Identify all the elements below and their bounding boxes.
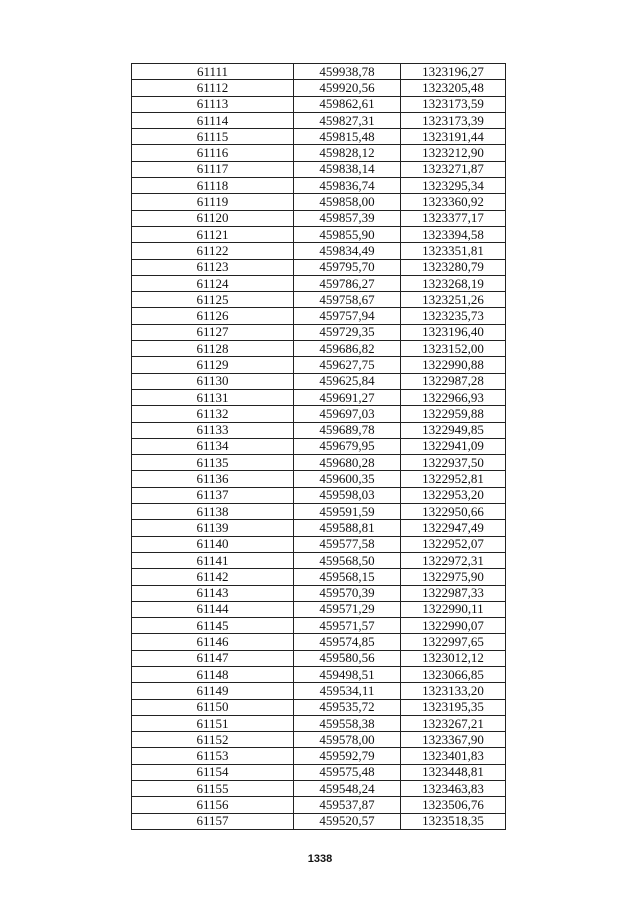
x-coordinate-cell: 459574,85	[294, 634, 401, 650]
table-row	[132, 699, 506, 715]
x-coordinate-cell: 459689,78	[294, 422, 401, 438]
point-id-cell: 61122	[132, 243, 294, 259]
table-row	[132, 471, 506, 487]
x-coordinate-cell: 459625,84	[294, 373, 401, 389]
point-id-cell: 61115	[132, 129, 294, 145]
y-coordinate-cell: 1322950,66	[401, 504, 506, 520]
table-row	[132, 161, 506, 177]
y-coordinate-cell: 1323152,00	[401, 341, 506, 357]
point-id-cell: 61137	[132, 487, 294, 503]
x-coordinate-cell: 459827,31	[294, 112, 401, 128]
point-id-cell: 61135	[132, 455, 294, 471]
x-coordinate-cell: 459570,39	[294, 585, 401, 601]
point-id-cell: 61133	[132, 422, 294, 438]
point-id-cell: 61140	[132, 536, 294, 552]
table-row	[132, 243, 506, 259]
table-row	[132, 487, 506, 503]
y-coordinate-cell: 1322953,20	[401, 487, 506, 503]
x-coordinate-cell: 459815,48	[294, 129, 401, 145]
x-coordinate-cell: 459686,82	[294, 341, 401, 357]
x-coordinate-cell: 459578,00	[294, 732, 401, 748]
y-coordinate-cell: 1323351,81	[401, 243, 506, 259]
y-coordinate-cell: 1322990,88	[401, 357, 506, 373]
y-coordinate-cell: 1322941,09	[401, 438, 506, 454]
x-coordinate-cell: 459729,35	[294, 324, 401, 340]
table-row	[132, 732, 506, 748]
table-row	[132, 585, 506, 601]
table-row	[132, 145, 506, 161]
x-coordinate-cell: 459558,38	[294, 715, 401, 731]
table-row	[132, 634, 506, 650]
x-coordinate-cell: 459920,56	[294, 80, 401, 96]
y-coordinate-cell: 1323377,17	[401, 210, 506, 226]
y-coordinate-cell: 1323066,85	[401, 666, 506, 682]
x-coordinate-cell: 459591,59	[294, 504, 401, 520]
point-id-cell: 61154	[132, 764, 294, 780]
table-row	[132, 438, 506, 454]
point-id-cell: 61119	[132, 194, 294, 210]
x-coordinate-cell: 459537,87	[294, 797, 401, 813]
table-row	[132, 96, 506, 112]
y-coordinate-cell: 1323506,76	[401, 797, 506, 813]
table-row	[132, 292, 506, 308]
point-id-cell: 61144	[132, 601, 294, 617]
point-id-cell: 61113	[132, 96, 294, 112]
y-coordinate-cell: 1322990,11	[401, 601, 506, 617]
x-coordinate-cell: 459575,48	[294, 764, 401, 780]
x-coordinate-cell: 459838,14	[294, 161, 401, 177]
page-number: 1338	[307, 853, 333, 865]
x-coordinate-cell: 459627,75	[294, 357, 401, 373]
y-coordinate-cell: 1323251,26	[401, 292, 506, 308]
x-coordinate-cell: 459857,39	[294, 210, 401, 226]
point-id-cell: 61152	[132, 732, 294, 748]
table-row	[132, 715, 506, 731]
y-coordinate-cell: 1323268,19	[401, 275, 506, 291]
y-coordinate-cell: 1323195,35	[401, 699, 506, 715]
table-row	[132, 112, 506, 128]
y-coordinate-cell: 1323394,58	[401, 226, 506, 242]
x-coordinate-cell: 459697,03	[294, 406, 401, 422]
table-row	[132, 683, 506, 699]
table-row	[132, 764, 506, 780]
table-row	[132, 650, 506, 666]
table-row	[132, 341, 506, 357]
table-row	[132, 389, 506, 405]
y-coordinate-cell: 1322997,65	[401, 634, 506, 650]
table-row	[132, 797, 506, 813]
x-coordinate-cell: 459520,57	[294, 813, 401, 829]
x-coordinate-cell: 459600,35	[294, 471, 401, 487]
y-coordinate-cell: 1323271,87	[401, 161, 506, 177]
x-coordinate-cell: 459862,61	[294, 96, 401, 112]
y-coordinate-cell: 1322952,81	[401, 471, 506, 487]
x-coordinate-cell: 459836,74	[294, 178, 401, 194]
table-row	[132, 373, 506, 389]
table-row	[132, 178, 506, 194]
table-row	[132, 226, 506, 242]
point-id-cell: 61142	[132, 569, 294, 585]
point-id-cell: 61117	[132, 161, 294, 177]
y-coordinate-cell: 1322959,88	[401, 406, 506, 422]
x-coordinate-cell: 459535,72	[294, 699, 401, 715]
x-coordinate-cell: 459786,27	[294, 275, 401, 291]
y-coordinate-cell: 1323280,79	[401, 259, 506, 275]
point-id-cell: 61134	[132, 438, 294, 454]
table-row	[132, 520, 506, 536]
table-row	[132, 275, 506, 291]
table-row	[132, 569, 506, 585]
point-id-cell: 61124	[132, 275, 294, 291]
x-coordinate-cell: 459498,51	[294, 666, 401, 682]
table-row	[132, 259, 506, 275]
point-id-cell: 61125	[132, 292, 294, 308]
coordinates-table-body	[132, 64, 506, 830]
y-coordinate-cell: 1323367,90	[401, 732, 506, 748]
table-row	[132, 813, 506, 829]
y-coordinate-cell: 1322990,07	[401, 618, 506, 634]
point-id-cell: 61156	[132, 797, 294, 813]
x-coordinate-cell: 459938,78	[294, 64, 401, 80]
y-coordinate-cell: 1323235,73	[401, 308, 506, 324]
table-row	[132, 781, 506, 797]
x-coordinate-cell: 459568,15	[294, 569, 401, 585]
y-coordinate-cell: 1323267,21	[401, 715, 506, 731]
y-coordinate-cell: 1322937,50	[401, 455, 506, 471]
point-id-cell: 61138	[132, 504, 294, 520]
point-id-cell: 61147	[132, 650, 294, 666]
point-id-cell: 61153	[132, 748, 294, 764]
table-row	[132, 324, 506, 340]
y-coordinate-cell: 1323295,34	[401, 178, 506, 194]
table-row	[132, 536, 506, 552]
point-id-cell: 61123	[132, 259, 294, 275]
y-coordinate-cell: 1323212,90	[401, 145, 506, 161]
x-coordinate-cell: 459855,90	[294, 226, 401, 242]
point-id-cell: 61143	[132, 585, 294, 601]
x-coordinate-cell: 459598,03	[294, 487, 401, 503]
point-id-cell: 61148	[132, 666, 294, 682]
table-row	[132, 748, 506, 764]
point-id-cell: 61149	[132, 683, 294, 699]
table-row	[132, 194, 506, 210]
table-row	[132, 552, 506, 568]
x-coordinate-cell: 459691,27	[294, 389, 401, 405]
point-id-cell: 61118	[132, 178, 294, 194]
point-id-cell: 61145	[132, 618, 294, 634]
point-id-cell: 61141	[132, 552, 294, 568]
x-coordinate-cell: 459828,12	[294, 145, 401, 161]
table-row	[132, 129, 506, 145]
point-id-cell: 61120	[132, 210, 294, 226]
y-coordinate-cell: 1323173,39	[401, 112, 506, 128]
point-id-cell: 61121	[132, 226, 294, 242]
coordinates-table	[131, 63, 506, 830]
table-row	[132, 504, 506, 520]
y-coordinate-cell: 1323360,92	[401, 194, 506, 210]
y-coordinate-cell: 1323463,83	[401, 781, 506, 797]
x-coordinate-cell: 459568,50	[294, 552, 401, 568]
x-coordinate-cell: 459834,49	[294, 243, 401, 259]
point-id-cell: 61127	[132, 324, 294, 340]
y-coordinate-cell: 1323196,27	[401, 64, 506, 80]
x-coordinate-cell: 459858,00	[294, 194, 401, 210]
y-coordinate-cell: 1322972,31	[401, 552, 506, 568]
table-row	[132, 308, 506, 324]
y-coordinate-cell: 1322966,93	[401, 389, 506, 405]
table-row	[132, 64, 506, 80]
point-id-cell: 61112	[132, 80, 294, 96]
table-row	[132, 601, 506, 617]
y-coordinate-cell: 1322949,85	[401, 422, 506, 438]
y-coordinate-cell: 1323133,20	[401, 683, 506, 699]
point-id-cell: 61146	[132, 634, 294, 650]
x-coordinate-cell: 459795,70	[294, 259, 401, 275]
y-coordinate-cell: 1323196,40	[401, 324, 506, 340]
point-id-cell: 61157	[132, 813, 294, 829]
x-coordinate-cell: 459588,81	[294, 520, 401, 536]
table-row	[132, 210, 506, 226]
point-id-cell: 61151	[132, 715, 294, 731]
table-row	[132, 80, 506, 96]
point-id-cell: 61114	[132, 112, 294, 128]
x-coordinate-cell: 459571,57	[294, 618, 401, 634]
x-coordinate-cell: 459580,56	[294, 650, 401, 666]
point-id-cell: 61130	[132, 373, 294, 389]
point-id-cell: 61139	[132, 520, 294, 536]
table-row	[132, 357, 506, 373]
y-coordinate-cell: 1323173,59	[401, 96, 506, 112]
point-id-cell: 61131	[132, 389, 294, 405]
point-id-cell: 61129	[132, 357, 294, 373]
x-coordinate-cell: 459680,28	[294, 455, 401, 471]
x-coordinate-cell: 459592,79	[294, 748, 401, 764]
x-coordinate-cell: 459758,67	[294, 292, 401, 308]
x-coordinate-cell: 459757,94	[294, 308, 401, 324]
point-id-cell: 61116	[132, 145, 294, 161]
y-coordinate-cell: 1323205,48	[401, 80, 506, 96]
point-id-cell: 61150	[132, 699, 294, 715]
table-row	[132, 406, 506, 422]
point-id-cell: 61132	[132, 406, 294, 422]
point-id-cell: 61136	[132, 471, 294, 487]
table-row	[132, 618, 506, 634]
y-coordinate-cell: 1322952,07	[401, 536, 506, 552]
x-coordinate-cell: 459571,29	[294, 601, 401, 617]
y-coordinate-cell: 1323191,44	[401, 129, 506, 145]
point-id-cell: 61128	[132, 341, 294, 357]
x-coordinate-cell: 459577,58	[294, 536, 401, 552]
point-id-cell: 61155	[132, 781, 294, 797]
y-coordinate-cell: 1322987,33	[401, 585, 506, 601]
y-coordinate-cell: 1322987,28	[401, 373, 506, 389]
point-id-cell: 61126	[132, 308, 294, 324]
table-row	[132, 455, 506, 471]
y-coordinate-cell: 1323448,81	[401, 764, 506, 780]
x-coordinate-cell: 459679,95	[294, 438, 401, 454]
y-coordinate-cell: 1322975,90	[401, 569, 506, 585]
point-id-cell: 61111	[132, 64, 294, 80]
table-row	[132, 422, 506, 438]
y-coordinate-cell: 1323401,83	[401, 748, 506, 764]
x-coordinate-cell: 459534,11	[294, 683, 401, 699]
x-coordinate-cell: 459548,24	[294, 781, 401, 797]
y-coordinate-cell: 1323012,12	[401, 650, 506, 666]
table-row	[132, 666, 506, 682]
y-coordinate-cell: 1322947,49	[401, 520, 506, 536]
y-coordinate-cell: 1323518,35	[401, 813, 506, 829]
